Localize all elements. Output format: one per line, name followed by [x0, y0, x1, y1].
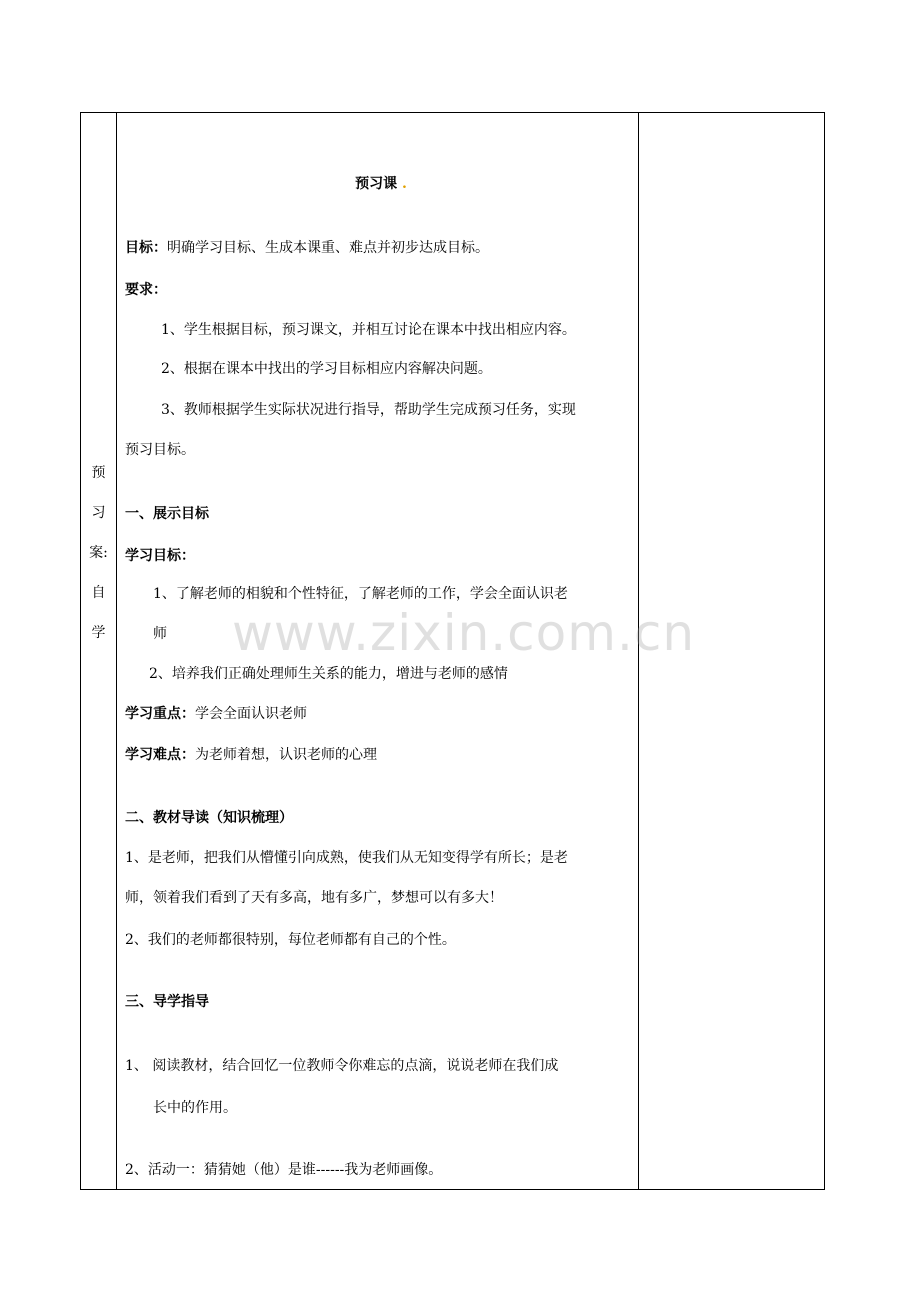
watermark: www.zixin.com.cn	[232, 604, 696, 662]
side-label-char: 自	[91, 585, 106, 601]
section-heading-2: 二、教材导读（知识梳理）	[125, 810, 293, 826]
page-title-text: 预习课	[355, 176, 398, 192]
s3-item-1-text-b: 们成	[530, 1058, 559, 1074]
s2-item-1-line1: 1、是老师，把我们从懵懂引向成熟，使我们从无知变得学有所长；是老	[125, 850, 568, 866]
s2-item-2: 2、我们的老师都很特别，每位老师都有自己的个性。	[125, 932, 456, 948]
difficulty-label: 学习难点：	[125, 747, 195, 763]
section-heading-1: 一、展示目标	[125, 506, 209, 522]
side-label-char: 预	[91, 465, 106, 481]
page-title	[125, 173, 637, 193]
learning-goal-1-line1: 1、了解老师的相貌和个性特征，了解老师的工作，学会全面认识老	[153, 586, 568, 602]
learning-goal-2: 2、培养我们正确处理师生关系的能力，增进与老师的感情	[149, 666, 508, 682]
s3-item-1-text-a: 1、 阅读教材，结合回忆一位教师令你难忘的点滴，说说老师在我	[125, 1058, 531, 1074]
key-point-text: 学会全面认识老师	[195, 706, 307, 722]
requirement-item-2: 2、根据在课本中找出的学习目标相应内容解决问题。	[161, 361, 492, 377]
section-heading-3: 三、导学指导	[125, 994, 209, 1010]
s3-item-1-line2: 长中的作用。	[153, 1100, 237, 1116]
side-label-preview-self-study	[81, 453, 116, 653]
column-divider-left	[116, 113, 117, 1189]
s3-item-1-line1	[125, 1055, 558, 1075]
s2-item-1-line2: 师，领着我们看到了天有多高，地有多广，梦想可以有多大！	[125, 890, 503, 906]
key-point-line	[125, 703, 307, 723]
goal-text: 明确学习目标、生成本课重、难点并初步达成目标。	[167, 240, 489, 256]
side-label-char: 习	[91, 505, 106, 521]
learning-goal-1-line2: 师	[153, 626, 167, 642]
s3-item-2: 2、活动一：猜猜她（他）是谁------我为老师画像。	[125, 1162, 443, 1178]
requirements-label: 要求：	[125, 282, 167, 298]
requirement-item-3-line1: 3、教师根据学生实际状况进行指导，帮助学生完成预习任务，实现	[161, 402, 576, 418]
title-mark: .	[402, 176, 407, 192]
requirement-item-1: 1、学生根据目标，预习课文，并相互讨论在课本中找出相应内容。	[161, 322, 576, 338]
goal-line	[125, 237, 489, 257]
side-label-char: 学	[91, 625, 106, 641]
key-point-label: 学习重点：	[125, 706, 195, 722]
side-label-char: 案:	[89, 545, 108, 561]
difficulty-line	[125, 744, 377, 764]
goal-label: 目标：	[125, 240, 167, 256]
learning-goals-label: 学习目标：	[125, 548, 195, 564]
difficulty-text: 为老师着想，认识老师的心理	[195, 747, 377, 763]
requirement-item-3-line2: 预习目标。	[125, 442, 195, 458]
